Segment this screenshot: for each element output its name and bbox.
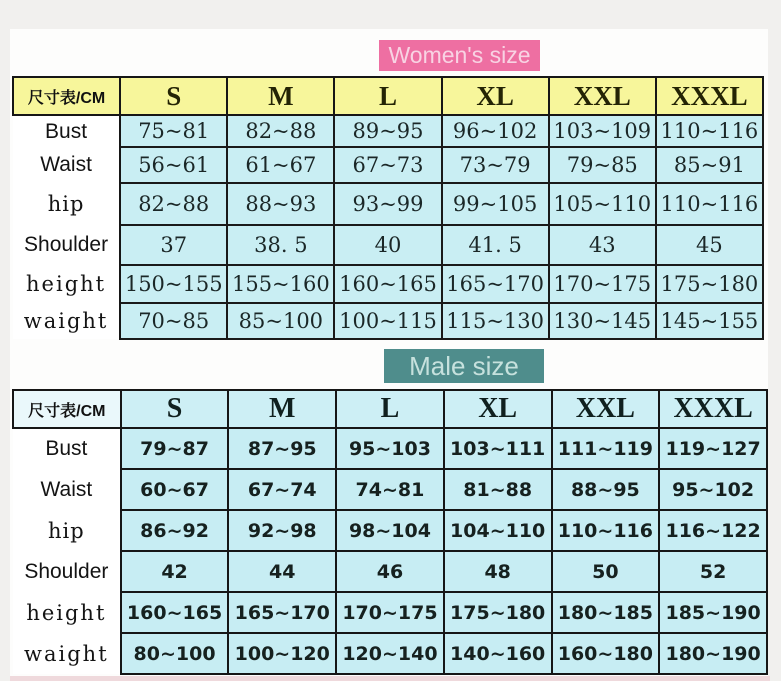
size-value-cell: 89~95: [334, 115, 441, 147]
size-value-cell: 37: [120, 225, 227, 265]
size-value-cell: 48: [444, 551, 552, 592]
size-value-cell: 96~102: [442, 115, 549, 147]
size-col-header-l: L: [334, 77, 441, 115]
size-value-cell: 103~109: [549, 115, 656, 147]
size-value-cell: 119~127: [659, 428, 767, 469]
male-size-table: [12, 389, 768, 675]
table-row-height: [13, 592, 767, 633]
size-value-cell: 170~175: [336, 592, 444, 633]
table-row-hip: [13, 510, 767, 551]
size-value-cell: 67~73: [334, 147, 441, 183]
size-value-cell: 46: [336, 551, 444, 592]
size-value-cell: 160~165: [334, 265, 441, 303]
size-value-cell: 98~104: [336, 510, 444, 551]
size-value-cell: 70~85: [120, 303, 227, 339]
size-value-cell: 175~180: [656, 265, 763, 303]
size-value-cell: 40: [334, 225, 441, 265]
size-value-cell: 100~120: [228, 633, 336, 674]
bottom-pink-strip: [10, 676, 770, 681]
size-value-cell: 110~116: [656, 115, 763, 147]
size-value-cell: 165~170: [442, 265, 549, 303]
size-value-cell: 81~88: [444, 469, 552, 510]
size-value-cell: 160~180: [552, 633, 660, 674]
size-value-cell: 56~61: [120, 147, 227, 183]
size-value-cell: 140~160: [444, 633, 552, 674]
size-value-cell: 82~88: [120, 183, 227, 225]
size-col-header-xl: XL: [444, 390, 552, 428]
size-header-row: [13, 77, 763, 115]
size-value-cell: 67~74: [228, 469, 336, 510]
size-value-cell: 52: [659, 551, 767, 592]
size-value-cell: 99~105: [442, 183, 549, 225]
row-label-shoulder: Shoulder: [13, 551, 121, 592]
size-col-header-xxxl: XXXL: [659, 390, 767, 428]
size-col-header-xl: XL: [442, 77, 549, 115]
size-value-cell: 180~185: [552, 592, 660, 633]
size-value-cell: 43: [549, 225, 656, 265]
row-label-bust: Bust: [13, 428, 121, 469]
size-value-cell: 185~190: [659, 592, 767, 633]
size-value-cell: 115~130: [442, 303, 549, 339]
male-size-badge: Male size: [384, 349, 544, 383]
size-value-cell: 110~116: [656, 183, 763, 225]
row-label-bust: Bust: [13, 115, 120, 147]
table-row-bust: [13, 428, 767, 469]
size-value-cell: 110~116: [552, 510, 660, 551]
row-label-hip: hip: [13, 510, 121, 551]
size-value-cell: 45: [656, 225, 763, 265]
size-value-cell: 145~155: [656, 303, 763, 339]
size-value-cell: 155~160: [227, 265, 334, 303]
size-col-header-s: S: [121, 390, 229, 428]
size-value-cell: 111~119: [552, 428, 660, 469]
size-value-cell: 95~102: [659, 469, 767, 510]
size-value-cell: 88~95: [552, 469, 660, 510]
size-value-cell: 175~180: [444, 592, 552, 633]
size-value-cell: 85~91: [656, 147, 763, 183]
row-label-shoulder: Shoulder: [13, 225, 120, 265]
size-value-cell: 86~92: [121, 510, 229, 551]
size-value-cell: 79~87: [121, 428, 229, 469]
row-label-waist: Waist: [13, 147, 120, 183]
size-value-cell: 105~110: [549, 183, 656, 225]
size-value-cell: 104~110: [444, 510, 552, 551]
size-col-header-xxxl: XXXL: [656, 77, 763, 115]
table-row-shoulder: [13, 551, 767, 592]
size-value-cell: 85~100: [227, 303, 334, 339]
row-label-height: height: [13, 592, 121, 633]
row-label-waight: waight: [13, 633, 121, 674]
size-value-cell: 50: [552, 551, 660, 592]
unit-header-cell: 尺寸表/CM: [13, 390, 121, 428]
size-value-cell: 92~98: [228, 510, 336, 551]
size-value-cell: 150~155: [120, 265, 227, 303]
size-value-cell: 80~100: [121, 633, 229, 674]
table-row-waight: [13, 303, 763, 339]
size-value-cell: 87~95: [228, 428, 336, 469]
size-value-cell: 116~122: [659, 510, 767, 551]
table-row-shoulder: [13, 225, 763, 265]
size-value-cell: 74~81: [336, 469, 444, 510]
table-row-waist: [13, 147, 763, 183]
table-row-waist: [13, 469, 767, 510]
size-value-cell: 60~67: [121, 469, 229, 510]
row-label-hip: hip: [13, 183, 120, 225]
size-value-cell: 95~103: [336, 428, 444, 469]
row-label-height: height: [13, 265, 120, 303]
size-value-cell: 42: [121, 551, 229, 592]
size-value-cell: 120~140: [336, 633, 444, 674]
size-col-header-s: S: [120, 77, 227, 115]
womens-size-badge: Women's size: [379, 40, 540, 71]
row-label-waist: Waist: [13, 469, 121, 510]
size-col-header-l: L: [336, 390, 444, 428]
table-row-height: [13, 265, 763, 303]
size-col-header-m: M: [227, 77, 334, 115]
size-col-header-xxl: XXL: [552, 390, 660, 428]
size-value-cell: 44: [228, 551, 336, 592]
size-value-cell: 103~111: [444, 428, 552, 469]
size-value-cell: 75~81: [120, 115, 227, 147]
size-value-cell: 61~67: [227, 147, 334, 183]
size-col-header-xxl: XXL: [549, 77, 656, 115]
size-value-cell: 130~145: [549, 303, 656, 339]
size-value-cell: 73~79: [442, 147, 549, 183]
size-value-cell: 93~99: [334, 183, 441, 225]
table-row-bust: [13, 115, 763, 147]
size-value-cell: 170~175: [549, 265, 656, 303]
unit-header-cell: 尺寸表/CM: [13, 77, 120, 115]
womens-size-table: [12, 76, 764, 340]
size-col-header-m: M: [228, 390, 336, 428]
size-value-cell: 180~190: [659, 633, 767, 674]
size-value-cell: 160~165: [121, 592, 229, 633]
size-value-cell: 38. 5: [227, 225, 334, 265]
size-value-cell: 41. 5: [442, 225, 549, 265]
table-row-waight: [13, 633, 767, 674]
table-row-hip: [13, 183, 763, 225]
size-value-cell: 88~93: [227, 183, 334, 225]
size-header-row: [13, 390, 767, 428]
row-label-waight: waight: [13, 303, 120, 339]
size-value-cell: 82~88: [227, 115, 334, 147]
size-value-cell: 100~115: [334, 303, 441, 339]
size-value-cell: 79~85: [549, 147, 656, 183]
size-value-cell: 165~170: [228, 592, 336, 633]
